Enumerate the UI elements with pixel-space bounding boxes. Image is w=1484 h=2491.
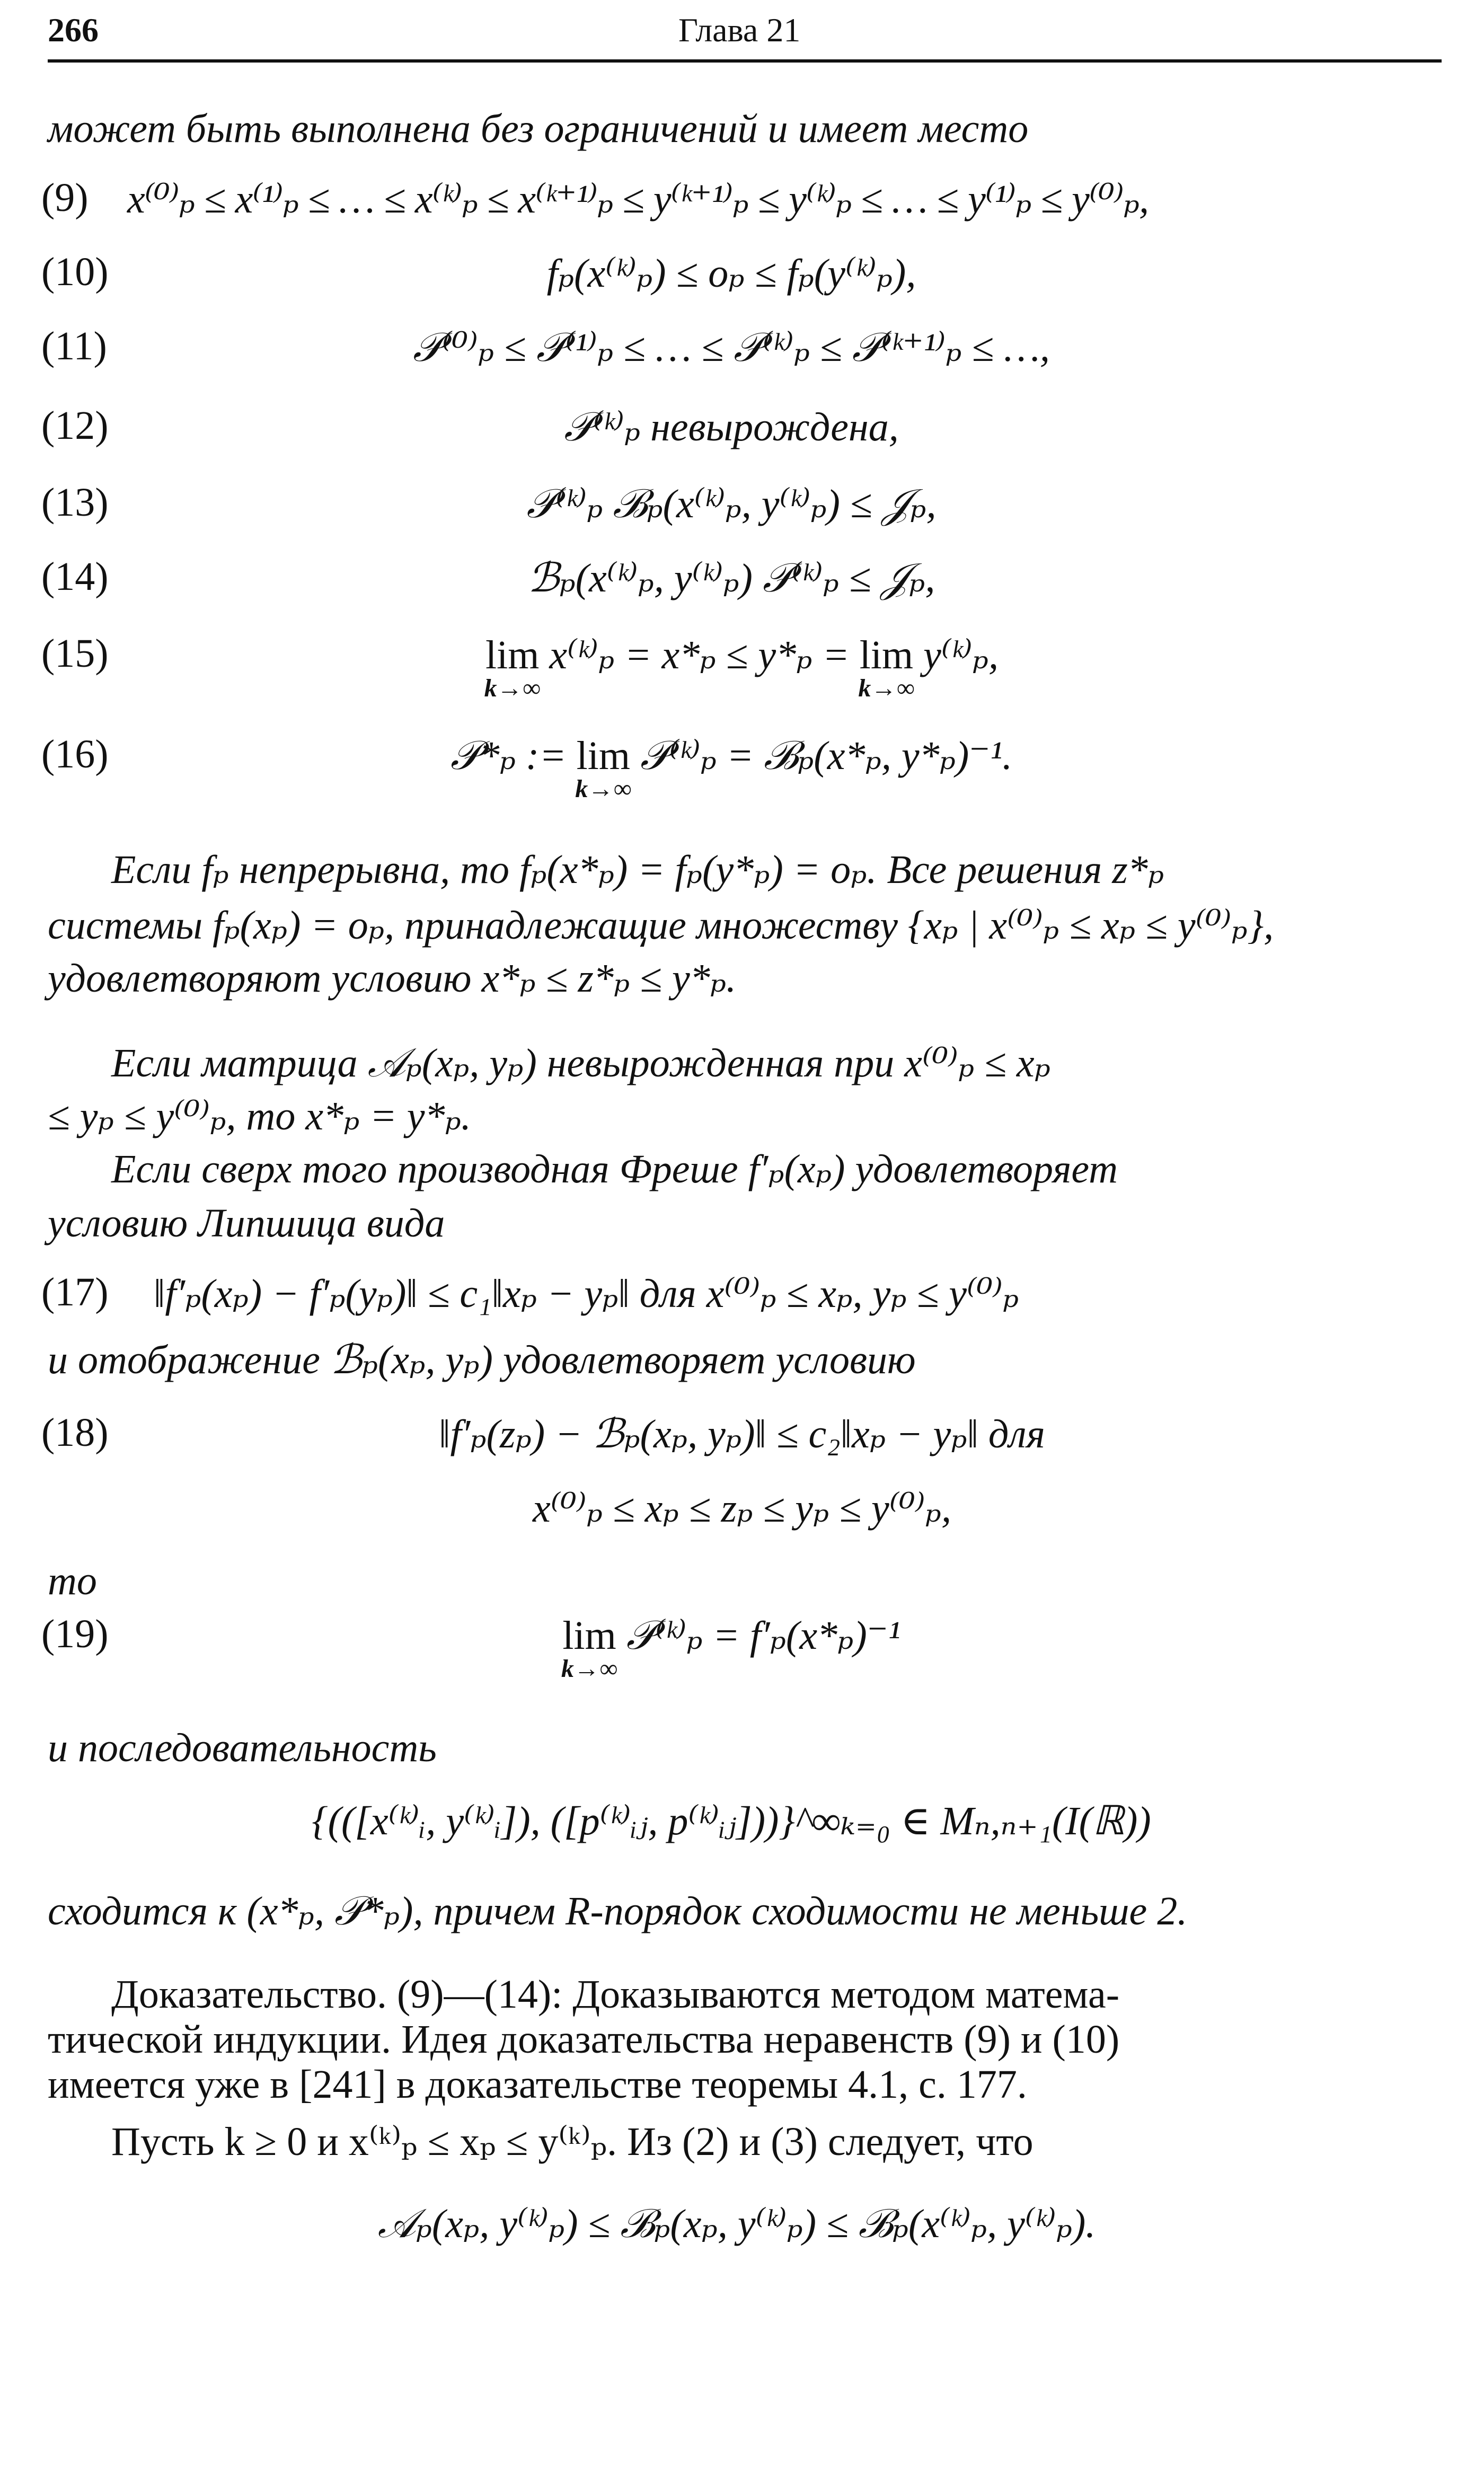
- equation-18-line-1: ‖f′ₚ(zₚ) − ℬₚ(xₚ, yₚ)‖ ≤ c₂‖xₚ − yₚ‖ для: [439, 1412, 1045, 1456]
- proof-line-1: Доказательство. (9)—(14): Доказываются методом матема-: [111, 1972, 1120, 2017]
- equation-number-9: (9): [41, 175, 89, 220]
- equation-number-18: (18): [41, 1410, 109, 1455]
- limit-operator: lim k→∞: [575, 734, 632, 803]
- sequence-formula: {(([x⁽ᵏ⁾ᵢ, y⁽ᵏ⁾ᵢ]), ([p⁽ᵏ⁾ᵢⱼ, p⁽ᵏ⁾ᵢⱼ]))}^∞ₖ₌₀ ∈ Mₙ,ₙ₊₁(I(ℝ)): [312, 1799, 1151, 1843]
- equation-number-11: (11): [41, 324, 107, 368]
- equation-number-17: (17): [41, 1270, 109, 1314]
- limit-subscript: k→∞: [484, 674, 541, 702]
- equation-18-line-2: x⁽⁰⁾ₚ ≤ xₚ ≤ zₚ ≤ yₚ ≤ y⁽⁰⁾ₚ,: [533, 1486, 951, 1531]
- equation-10: fₚ(x⁽ᵏ⁾ₚ) ≤ oₚ ≤ fₚ(y⁽ᵏ⁾ₚ),: [546, 251, 916, 296]
- text-then: то: [48, 1559, 97, 1603]
- intro-text: может быть выполнена без ограничений и имеет место: [48, 107, 1029, 151]
- proof-line-3: имеется уже в [241] в доказательстве теоремы 4.1, с. 177.: [48, 2062, 1027, 2107]
- equation-17: ‖f′ₚ(xₚ) − f′ₚ(yₚ)‖ ≤ c₁‖xₚ − yₚ‖ для x⁽⁰⁾ₚ ≤ xₚ, yₚ ≤ y⁽⁰⁾ₚ: [154, 1271, 1019, 1316]
- equation-9: x⁽⁰⁾ₚ ≤ x⁽¹⁾ₚ ≤ … ≤ x⁽ᵏ⁾ₚ ≤ x⁽ᵏ⁺¹⁾ₚ ≤ y⁽ᵏ⁺¹⁾ₚ ≤ y⁽ᵏ⁾ₚ ≤ … ≤ y⁽¹⁾ₚ ≤ y⁽⁰⁾ₚ,: [127, 177, 1149, 222]
- header-rule: [48, 59, 1442, 63]
- limit-subscript: k→∞: [561, 1655, 618, 1683]
- paragraph-continuity-3: удовлетворяют условию x*ₚ ≤ z*ₚ ≤ y*ₚ.: [48, 956, 737, 1001]
- equation-13: 𝒫⁽ᵏ⁾ₚ ℬₚ(x⁽ᵏ⁾ₚ, y⁽ᵏ⁾ₚ) ≤ 𝒥ₚ,: [526, 482, 937, 526]
- equation-15: lim k→∞ x⁽ᵏ⁾ₚ = x*ₚ ≤ y*ₚ = lim k→∞ y⁽ᵏ⁾ₚ,: [484, 633, 999, 702]
- paragraph-frechet-1: Если сверх того производная Фреше f′ₚ(xₚ) удовлетворяет: [111, 1147, 1118, 1191]
- paragraph-continuity-2: системы fₚ(xₚ) = oₚ, принадлежащие множеству {xₚ | x⁽⁰⁾ₚ ≤ xₚ ≤ y⁽⁰⁾ₚ},: [48, 903, 1274, 948]
- equation-number-12: (12): [41, 403, 109, 448]
- paragraph-mapping: и отображение ℬₚ(xₚ, yₚ) удовлетворяет условию: [48, 1338, 916, 1382]
- equation-number-19: (19): [41, 1612, 109, 1656]
- chapter-title: Глава 21: [678, 11, 801, 49]
- paragraph-matrix-1: Если матрица 𝒜ₚ(xₚ, yₚ) невырожденная при x⁽⁰⁾ₚ ≤ xₚ: [111, 1041, 1051, 1085]
- limit-operator: lim k→∞: [484, 633, 541, 702]
- text-converges: сходится к (x*ₚ, 𝒫*ₚ), причем R-порядок сходимости не меньше 2.: [48, 1889, 1188, 1933]
- proof-line-4: Пусть k ≥ 0 и x⁽ᵏ⁾ₚ ≤ xₚ ≤ y⁽ᵏ⁾ₚ. Из (2) и (3) следует, что: [111, 2119, 1034, 2164]
- equation-12: 𝒫⁽ᵏ⁾ₚ невырождена,: [564, 405, 899, 449]
- equation-11: 𝒫⁽⁰⁾ₚ ≤ 𝒫⁽¹⁾ₚ ≤ … ≤ 𝒫⁽ᵏ⁾ₚ ≤ 𝒫⁽ᵏ⁺¹⁾ₚ ≤ …,: [413, 325, 1050, 370]
- equation-number-14: (14): [41, 554, 109, 599]
- paragraph-frechet-2: условию Липшица вида: [48, 1201, 445, 1246]
- limit-subscript: k→∞: [858, 674, 915, 702]
- limit-subscript: k→∞: [575, 775, 632, 803]
- equation-number-13: (13): [41, 480, 109, 525]
- page-number: 266: [48, 11, 99, 49]
- equation-14: ℬₚ(x⁽ᵏ⁾ₚ, y⁽ᵏ⁾ₚ) 𝒫⁽ᵏ⁾ₚ ≤ 𝒥ₚ,: [527, 556, 935, 600]
- paragraph-matrix-2: ≤ yₚ ≤ y⁽⁰⁾ₚ, то x*ₚ = y*ₚ.: [48, 1094, 471, 1138]
- paragraph-continuity-1: Если fₚ непрерывна, то fₚ(x*ₚ) = fₚ(y*ₚ) = oₚ. Все решения z*ₚ: [111, 847, 1164, 892]
- equation-number-16: (16): [41, 732, 109, 776]
- equation-number-10: (10): [41, 250, 109, 294]
- limit-operator: lim k→∞: [858, 633, 915, 702]
- equation-19: lim k→∞ 𝒫⁽ᵏ⁾ₚ = f′ₚ(x*ₚ)⁻¹: [561, 1613, 900, 1683]
- proof-line-2: тической индукции. Идея доказательства неравенств (9) и (10): [48, 2017, 1120, 2062]
- final-inequality: 𝒜ₚ(xₚ, y⁽ᵏ⁾ₚ) ≤ ℬₚ(xₚ, y⁽ᵏ⁾ₚ) ≤ ℬₚ(x⁽ᵏ⁾ₚ, y⁽ᵏ⁾ₚ).: [377, 2202, 1096, 2246]
- running-header: [48, 11, 1431, 53]
- equation-number-15: (15): [41, 631, 109, 676]
- text-sequence-intro: и последовательность: [48, 1726, 437, 1770]
- equation-16: 𝒫*ₚ := lim k→∞ 𝒫⁽ᵏ⁾ₚ = ℬₚ(x*ₚ, y*ₚ)⁻¹.: [450, 734, 1013, 803]
- limit-operator: lim k→∞: [561, 1613, 618, 1683]
